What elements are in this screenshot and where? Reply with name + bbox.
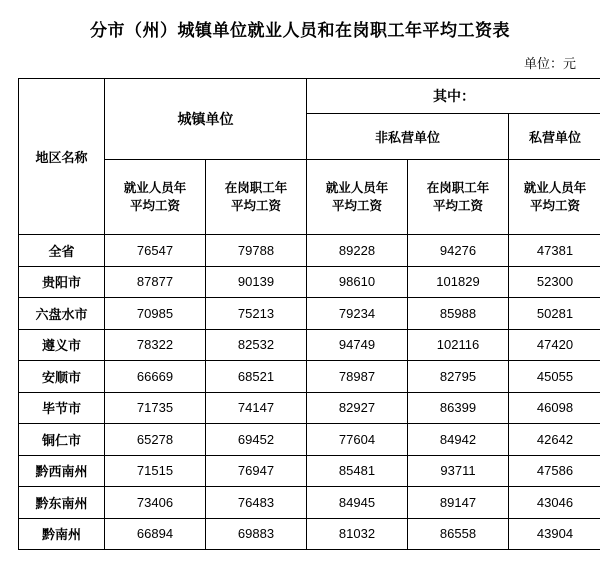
column-header-region: 地区名称 <box>19 79 105 235</box>
wage-table <box>18 78 600 550</box>
table-cell-value: 84942 <box>408 424 509 456</box>
table-cell-value: 89228 <box>307 235 408 267</box>
column-header-private-employed-avg <box>509 160 600 235</box>
column-header-line1: 就业人员年 <box>325 180 389 195</box>
column-header-nonprivate-employed-avg <box>307 160 408 235</box>
table-cell-value: 79234 <box>307 298 408 330</box>
table-cell-value: 82532 <box>206 329 307 361</box>
table-cell-value: 71735 <box>105 392 206 424</box>
row-header-region: 安顺市 <box>19 361 105 393</box>
table-cell-value: 71515 <box>105 455 206 487</box>
table-cell-value: 42642 <box>509 424 600 456</box>
column-group-of-which: 其中： <box>307 79 600 114</box>
column-header-line2: 平均工资 <box>432 199 483 213</box>
table-cell-value: 89147 <box>408 487 509 519</box>
table-cell-value: 65278 <box>105 424 206 456</box>
table-cell-value: 93711 <box>408 455 509 487</box>
table-cell-value: 94749 <box>307 329 408 361</box>
table-cell-value: 101829 <box>408 266 509 298</box>
table-cell-value: 86399 <box>408 392 509 424</box>
table-row <box>19 424 600 456</box>
table-cell-value: 85988 <box>408 298 509 330</box>
row-header-region: 黔东南州 <box>19 487 105 519</box>
table-row <box>19 518 600 550</box>
table-cell-value: 47381 <box>509 235 600 267</box>
column-header-line2: 平均工资 <box>530 199 581 213</box>
table-header <box>19 79 600 235</box>
table-cell-value: 76483 <box>206 487 307 519</box>
row-header-region: 六盘水市 <box>19 298 105 330</box>
table-body <box>19 235 600 550</box>
page-title: 分市（州）城镇单位就业人员和在岗职工年平均工资表 <box>90 21 510 40</box>
table-cell-value: 82927 <box>307 392 408 424</box>
table-cell-value: 46098 <box>509 392 600 424</box>
table-cell-value: 50281 <box>509 298 600 330</box>
table-cell-value: 82795 <box>408 361 509 393</box>
column-header-line1: 在岗职工年 <box>224 180 288 195</box>
table-cell-value: 87877 <box>105 266 206 298</box>
row-header-region: 黔南州 <box>19 518 105 550</box>
table-cell-value: 81032 <box>307 518 408 550</box>
row-header-region: 铜仁市 <box>19 424 105 456</box>
row-header-region: 遵义市 <box>19 329 105 361</box>
column-header-line1: 就业人员年 <box>123 180 187 195</box>
column-subgroup-nonprivate: 非私营单位 <box>307 114 509 160</box>
column-header-line2: 平均工资 <box>230 199 281 213</box>
table-cell-value: 78987 <box>307 361 408 393</box>
row-header-region: 黔西南州 <box>19 455 105 487</box>
table-cell-value: 70985 <box>105 298 206 330</box>
table-cell-value: 90139 <box>206 266 307 298</box>
unit-note: 单位：元 <box>523 56 576 71</box>
table-cell-value: 74147 <box>206 392 307 424</box>
table-cell-value: 94276 <box>408 235 509 267</box>
column-header-line1: 就业人员年 <box>523 180 587 195</box>
column-header-line1: 在岗职工年 <box>426 180 490 195</box>
table-cell-value: 69452 <box>206 424 307 456</box>
column-header-nonprivate-staff-avg <box>408 160 509 235</box>
table-row <box>19 266 600 298</box>
table-cell-value: 76947 <box>206 455 307 487</box>
table-cell-value: 79788 <box>206 235 307 267</box>
table-cell-value: 86558 <box>408 518 509 550</box>
row-header-region: 毕节市 <box>19 392 105 424</box>
column-header-line2: 平均工资 <box>129 199 180 213</box>
row-header-region: 贵阳市 <box>19 266 105 298</box>
column-subgroup-private: 私营单位 <box>509 114 600 160</box>
table-cell-value: 98610 <box>307 266 408 298</box>
table-cell-value: 69883 <box>206 518 307 550</box>
table-cell-value: 47586 <box>509 455 600 487</box>
table-row <box>19 392 600 424</box>
row-header-region: 全省 <box>19 235 105 267</box>
table-cell-value: 76547 <box>105 235 206 267</box>
table-cell-value: 52300 <box>509 266 600 298</box>
table-cell-value: 66669 <box>105 361 206 393</box>
table-row <box>19 298 600 330</box>
table-row <box>19 361 600 393</box>
table-cell-value: 45055 <box>509 361 600 393</box>
column-group-urban: 城镇单位 <box>105 79 307 160</box>
column-header-urban-staff-avg <box>206 160 307 235</box>
table-cell-value: 66894 <box>105 518 206 550</box>
table-row <box>19 455 600 487</box>
table-cell-value: 68521 <box>206 361 307 393</box>
table-cell-value: 43046 <box>509 487 600 519</box>
table-row <box>19 329 600 361</box>
table-cell-value: 47420 <box>509 329 600 361</box>
column-header-urban-employed-avg <box>105 160 206 235</box>
table-cell-value: 73406 <box>105 487 206 519</box>
column-header-line2: 平均工资 <box>331 199 382 213</box>
table-cell-value: 102116 <box>408 329 509 361</box>
table-row <box>19 487 600 519</box>
table-cell-value: 43904 <box>509 518 600 550</box>
table-cell-value: 78322 <box>105 329 206 361</box>
table-cell-value: 84945 <box>307 487 408 519</box>
table-cell-value: 75213 <box>206 298 307 330</box>
table-cell-value: 77604 <box>307 424 408 456</box>
table-cell-value: 85481 <box>307 455 408 487</box>
table-row <box>19 235 600 267</box>
